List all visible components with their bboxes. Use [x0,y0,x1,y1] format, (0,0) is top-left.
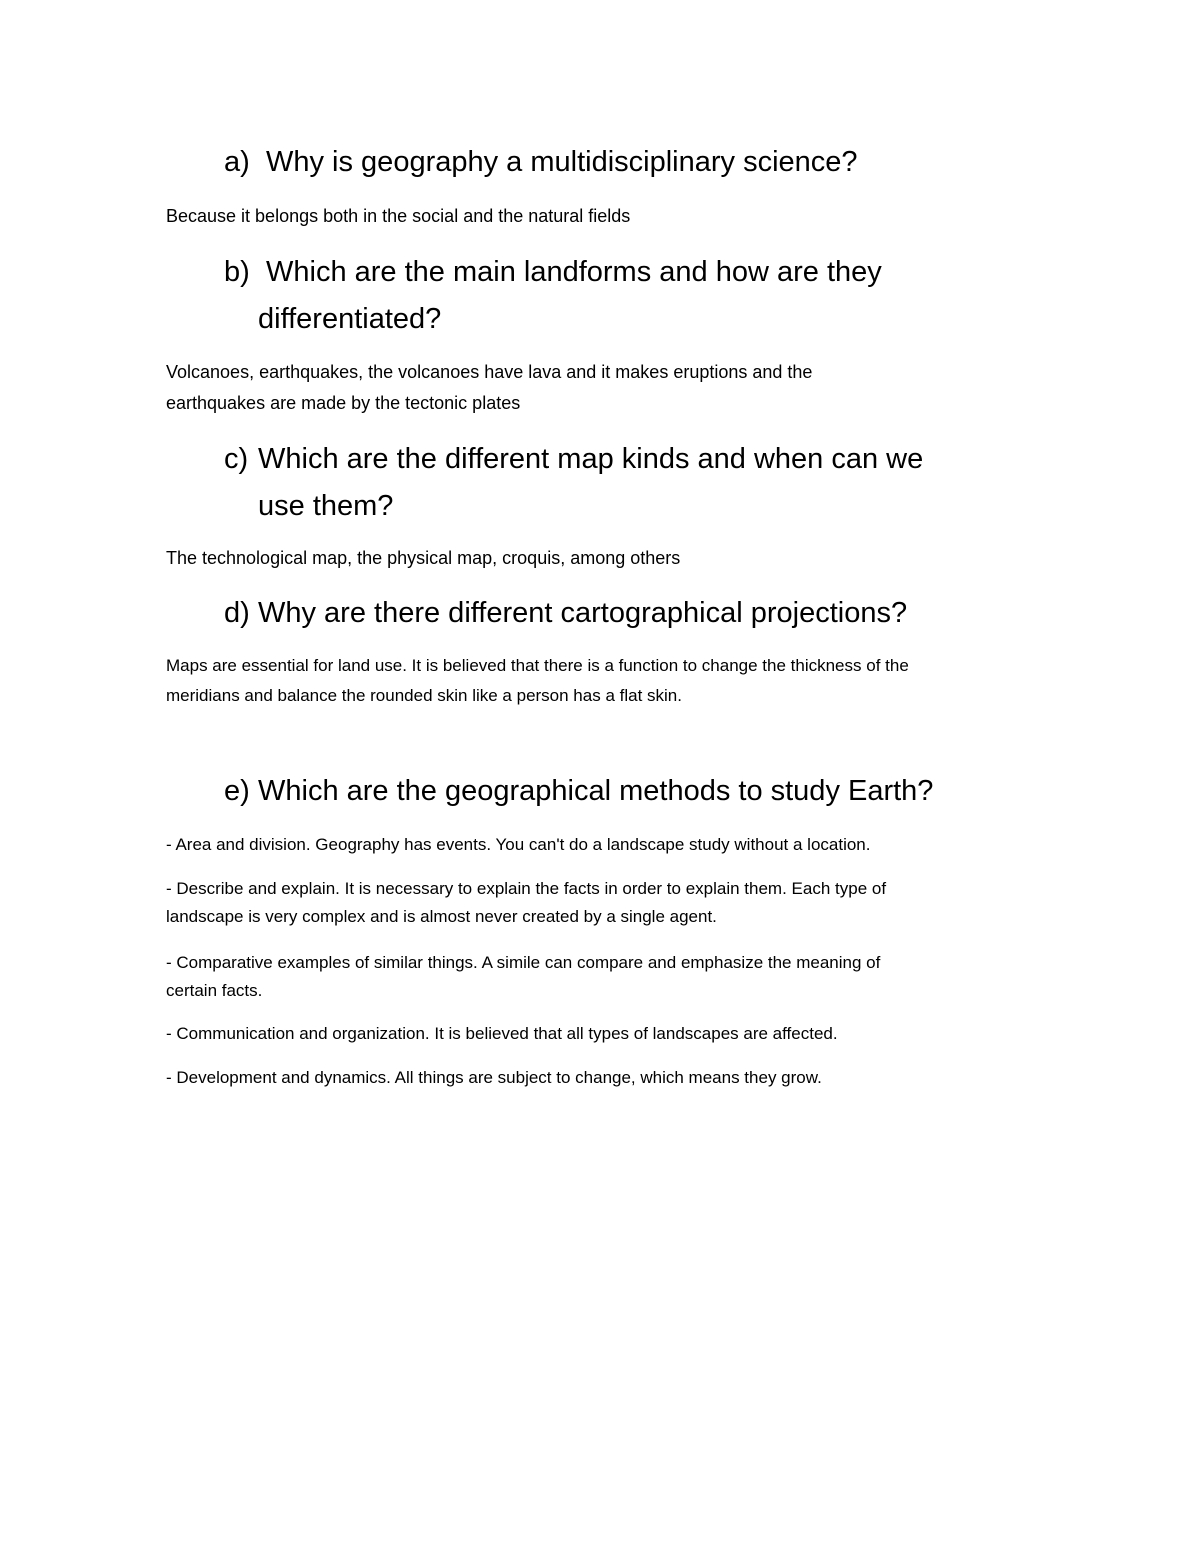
method-item-4: - Communication and organization. It is believed that all types of landscapes are affected. [166,1024,838,1043]
question-e-label: e) [224,775,250,807]
answer-b-line1: Volcanoes, earthquakes, the volcanoes have lava and it makes eruptions and the [166,362,813,382]
question-a [224,139,858,186]
question-d-text: Why are there different cartographical projections? [258,597,908,629]
question-b-line2: differentiated? [258,303,442,335]
question-d [224,590,907,637]
method-item-3-line1: - Comparative examples of similar things. A simile can compare and emphasize the meaning of [166,953,881,972]
question-c-label: c) [224,443,249,475]
question-b [224,249,882,343]
method-item-5: - Development and dynamics. All things are subject to change, which means they grow. [166,1068,822,1087]
question-a-text: Why is geography a multidisciplinary science? [266,146,858,178]
question-e [224,768,933,815]
method-item-1: - Area and division. Geography has events. You can't do a landscape study without a location. [166,835,871,854]
answer-d-line1: Maps are essential for land use. It is believed that there is a function to change the thickness of the [166,656,909,675]
question-c-line2: use them? [258,490,394,522]
answer-b-line2: earthquakes are made by the tectonic plates [166,393,521,413]
answer-a: Because it belongs both in the social and the natural fields [166,206,631,226]
question-c-line1: Which are the different map kinds and when can we [258,443,924,475]
method-item-2-line1: - Describe and explain. It is necessary to explain the facts in order to explain them. Each type of [166,879,887,898]
question-b-label: b) [224,256,250,288]
question-c [224,436,923,530]
answer-d-line2: meridians and balance the rounded skin like a person has a flat skin. [166,686,682,705]
question-b-line1: Which are the main landforms and how are they [266,256,882,288]
method-item-2-line2: landscape is very complex and is almost never created by a single agent. [166,907,717,926]
method-item-3-line2: certain facts. [166,981,263,1000]
question-a-label: a) [224,146,250,178]
question-d-label: d) [224,597,250,629]
question-e-text: Which are the geographical methods to study Earth? [258,775,934,807]
answer-c: The technological map, the physical map, croquis, among others [166,548,681,568]
